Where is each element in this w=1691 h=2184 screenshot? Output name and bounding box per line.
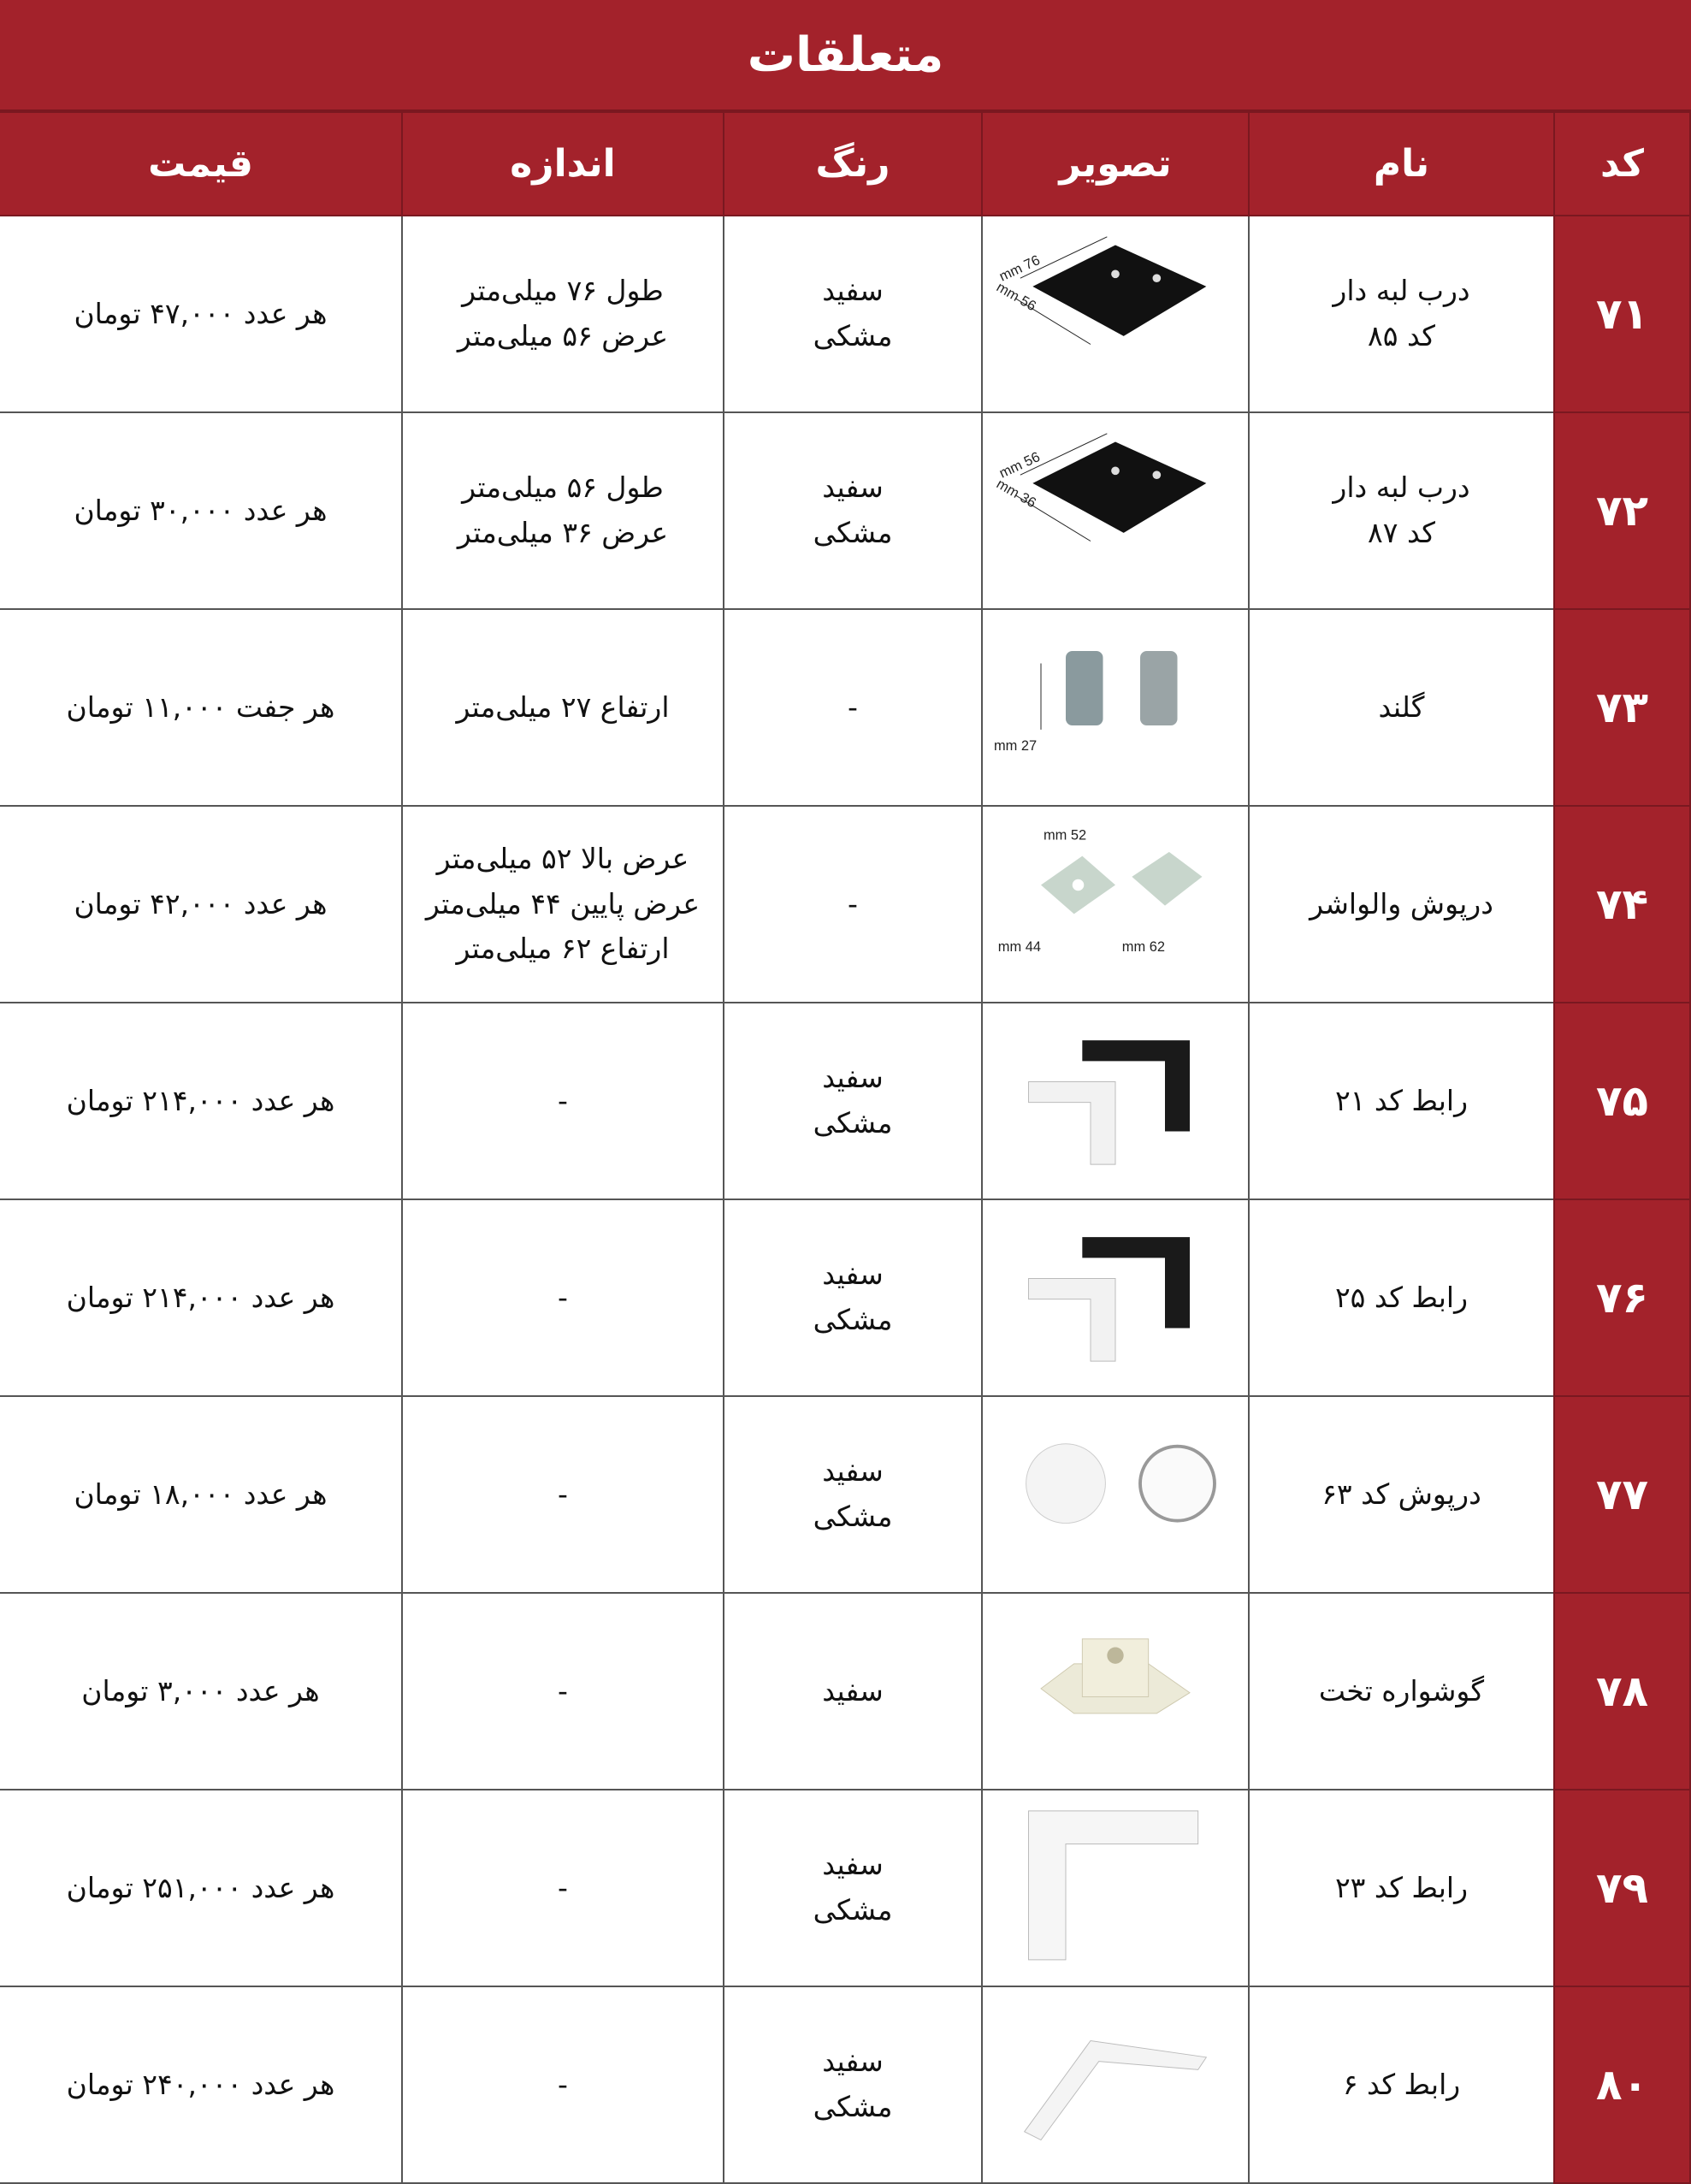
corner-product-image [991, 1004, 1239, 1184]
item-name-line: رابط کد ۲۱ [1334, 1083, 1469, 1117]
table-row [0, 1003, 1690, 1199]
dimension-label: 56 mm [993, 279, 1039, 315]
item-price: هر عدد ۲۵۱,۰۰۰ تومان [0, 1790, 402, 1986]
item-size [402, 1593, 724, 1790]
item-code: ۷۶ [1554, 1199, 1690, 1396]
item-color-line: - [848, 690, 858, 724]
item-price: هر عدد ۲۱۴,۰۰۰ تومان [0, 1199, 402, 1396]
item-color-line: - [848, 886, 858, 920]
item-color-line: مشکی [813, 1303, 893, 1336]
item-code: ۷۳ [1554, 609, 1690, 806]
gland-product-image [991, 611, 1239, 790]
item-image [982, 1199, 1249, 1396]
dimension-label: 27 mm [993, 738, 1038, 755]
item-name [1249, 1593, 1554, 1790]
item-code: ۷۹ [1554, 1790, 1690, 1986]
item-code: ۷۷ [1554, 1396, 1690, 1593]
item-color-line: سفید [822, 471, 884, 505]
item-color [724, 1199, 982, 1396]
item-image [982, 609, 1249, 806]
item-size [402, 1003, 724, 1199]
item-color-line: سفید [822, 1061, 884, 1095]
item-color [724, 1396, 982, 1593]
item-size [402, 806, 724, 1003]
item-size-line: ارتفاع ۲۷ میلی‌متر [456, 690, 670, 724]
item-name-line: رابط کد ۲۳ [1334, 1870, 1469, 1904]
item-color-line: مشکی [813, 1500, 893, 1533]
dimension-label: 76 mm [996, 252, 1043, 285]
item-name-line: رابط کد ۶ [1342, 2067, 1461, 2101]
header-name: نام [1249, 112, 1554, 216]
item-color-line: مشکی [813, 2090, 893, 2123]
item-name [1249, 609, 1554, 806]
item-color-line: سفید [822, 2045, 884, 2079]
item-image [982, 412, 1249, 609]
item-size [402, 609, 724, 806]
item-size-line: - [558, 1673, 568, 1708]
item-image [982, 806, 1249, 1003]
item-size-line: - [558, 1870, 568, 1904]
item-image [982, 1003, 1249, 1199]
item-price: هر عدد ۴۷,۰۰۰ تومان [0, 216, 402, 412]
item-size-line: ارتفاع ۶۲ میلی‌متر [456, 932, 670, 966]
item-code: ۷۴ [1554, 806, 1690, 1003]
item-size-line: - [558, 1083, 568, 1117]
table-row [0, 1199, 1690, 1396]
dimension-label: 62 mm [1121, 938, 1165, 955]
round-cap-product-image [991, 1398, 1239, 1577]
table-row [0, 609, 1690, 806]
bracket-product-image [991, 1595, 1239, 1774]
table-row [0, 412, 1690, 609]
dimension-label: 36 mm [993, 476, 1039, 512]
item-size [402, 216, 724, 412]
item-name [1249, 1790, 1554, 1986]
item-name-line: درپوش کد ۶۳ [1321, 1477, 1481, 1511]
item-name-line: رابط کد ۲۵ [1334, 1280, 1469, 1314]
item-size-line: عرض ۵۶ میلی‌متر [457, 319, 669, 352]
dimension-label: 52 mm [1043, 827, 1087, 843]
accessories-table [0, 111, 1691, 2184]
header-price: قیمت [0, 112, 402, 216]
header-row [0, 112, 1690, 216]
black-cover-product-image [991, 217, 1239, 397]
item-name-line: گلند [1378, 690, 1425, 724]
item-name [1249, 1986, 1554, 2183]
table-row [0, 806, 1690, 1003]
header-code: کد [1554, 112, 1690, 216]
dimension-label: 44 mm [997, 938, 1041, 955]
item-color [724, 1003, 982, 1199]
item-name [1249, 806, 1554, 1003]
item-color [724, 609, 982, 806]
item-size [402, 412, 724, 609]
item-name [1249, 412, 1554, 609]
header-image: تصویر [982, 112, 1249, 216]
item-name [1249, 1396, 1554, 1593]
item-size-line: طول ۵۶ میلی‌متر [462, 471, 664, 505]
washer-product-image [991, 808, 1239, 987]
item-name-line: درب لبه دار [1333, 471, 1470, 505]
table-row [0, 1593, 1690, 1790]
dimension-label: 56 mm [996, 449, 1043, 482]
item-name-line: درب لبه دار [1333, 274, 1470, 308]
item-color-line: مشکی [813, 1893, 893, 1927]
table-row [0, 216, 1690, 412]
item-price: هر جفت ۱۱,۰۰۰ تومان [0, 609, 402, 806]
item-size-line: عرض بالا ۵۲ میلی‌متر [436, 841, 689, 875]
item-code: ۸۰ [1554, 1986, 1690, 2183]
item-size-line: - [558, 1477, 568, 1511]
item-color [724, 1986, 982, 2183]
item-color [724, 1790, 982, 1986]
item-color-line: سفید [822, 274, 884, 308]
table-row [0, 1986, 1690, 2183]
item-image [982, 216, 1249, 412]
item-color [724, 806, 982, 1003]
page-title: متعلقات [0, 0, 1691, 111]
item-image [982, 1986, 1249, 2183]
item-color [724, 412, 982, 609]
table-row [0, 1790, 1690, 1986]
item-price: هر عدد ۳۰,۰۰۰ تومان [0, 412, 402, 609]
item-color-line: مشکی [813, 1106, 893, 1139]
item-size-line: - [558, 2067, 568, 2101]
item-name-line: کد ۸۵ [1368, 319, 1435, 352]
item-price: هر عدد ۲۴۰,۰۰۰ تومان [0, 1986, 402, 2183]
item-color-line: سفید [822, 1673, 884, 1708]
white-corner-product-image [991, 1791, 1239, 1971]
item-code: ۷۲ [1554, 412, 1690, 609]
item-color-line: سفید [822, 1848, 884, 1882]
item-price: هر عدد ۳,۰۰۰ تومان [0, 1593, 402, 1790]
item-color-line: سفید [822, 1258, 884, 1292]
item-color-line: مشکی [813, 516, 893, 549]
item-name [1249, 1199, 1554, 1396]
item-size [402, 1199, 724, 1396]
item-price: هر عدد ۱۸,۰۰۰ تومان [0, 1396, 402, 1593]
item-size-line: عرض ۳۶ میلی‌متر [457, 516, 669, 549]
item-price: هر عدد ۴۲,۰۰۰ تومان [0, 806, 402, 1003]
item-name [1249, 1003, 1554, 1199]
item-image [982, 1593, 1249, 1790]
item-size [402, 1396, 724, 1593]
item-size [402, 1986, 724, 2183]
item-name [1249, 216, 1554, 412]
table-row [0, 1396, 1690, 1593]
item-color-line: مشکی [813, 319, 893, 352]
item-size [402, 1790, 724, 1986]
header-size: اندازه [402, 112, 724, 216]
item-price: هر عدد ۲۱۴,۰۰۰ تومان [0, 1003, 402, 1199]
item-size-line: - [558, 1280, 568, 1314]
angle-corner-product-image [991, 1988, 1239, 2168]
item-color [724, 1593, 982, 1790]
item-code: ۷۸ [1554, 1593, 1690, 1790]
item-image [982, 1396, 1249, 1593]
item-color-line: سفید [822, 1454, 884, 1489]
item-size-line: طول ۷۶ میلی‌متر [462, 274, 664, 308]
item-code: ۷۱ [1554, 216, 1690, 412]
item-name-line: کد ۸۷ [1368, 516, 1435, 549]
header-color: رنگ [724, 112, 982, 216]
item-size-line: عرض پایین ۴۴ میلی‌متر [425, 886, 701, 920]
item-name-line: گوشواره تخت [1318, 1673, 1485, 1708]
corner-product-image [991, 1201, 1239, 1381]
black-cover-product-image [991, 414, 1239, 594]
item-color [724, 216, 982, 412]
item-code: ۷۵ [1554, 1003, 1690, 1199]
item-image [982, 1790, 1249, 1986]
item-name-line: درپوش والواشر [1310, 886, 1493, 920]
